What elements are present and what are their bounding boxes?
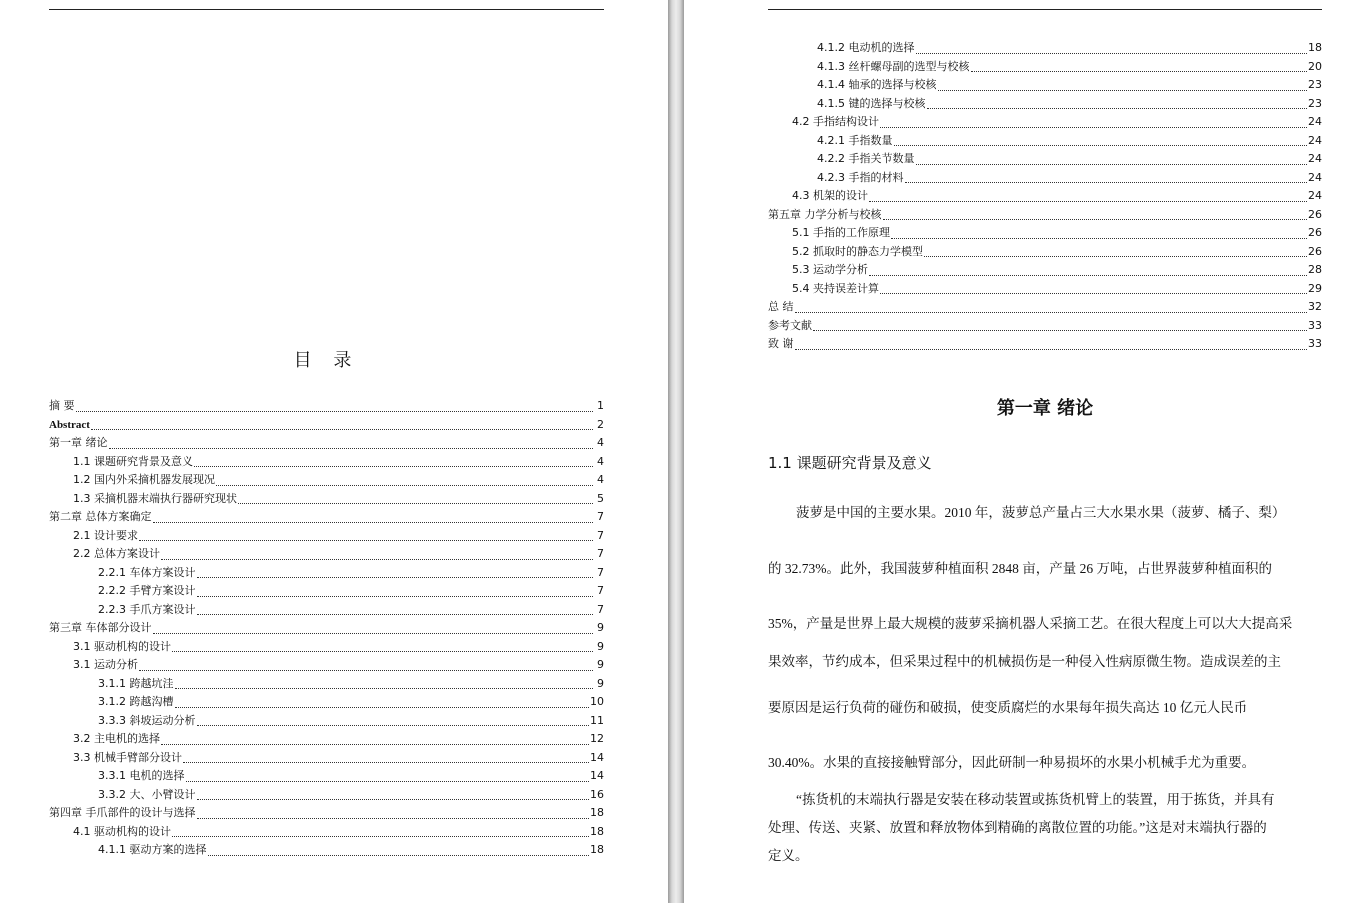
toc-dot-leader: [197, 724, 590, 726]
toc-entry-page-number: 18: [590, 843, 604, 856]
toc-dot-leader: [924, 255, 1307, 257]
toc-entry-title: 3.1 驱动机构的设计: [73, 639, 171, 653]
document-page-left: [0, 0, 668, 903]
toc-dot-leader: [894, 144, 1308, 146]
body-text-line: 处理、传送、夹紧、放置和释放物体到精确的离散位置的功能。”这是对末端执行器的: [768, 820, 1267, 835]
toc-dot-leader: [109, 447, 594, 449]
toc-dot-leader: [197, 595, 594, 597]
toc-entry-title: 5.4 夹持误差计算: [792, 281, 879, 295]
toc-dot-leader: [172, 650, 593, 652]
toc-dot-leader: [161, 558, 593, 560]
section-title: 1.1 课题研究背景及意义: [768, 454, 932, 472]
toc-entry-page-number: 26: [1308, 226, 1322, 239]
toc-entry[interactable]: [49, 527, 604, 546]
toc-entry-page-number: 7: [597, 510, 604, 523]
toc-entry-title: 2.2.3 手爪方案设计: [98, 602, 196, 616]
toc-dot-leader: [971, 70, 1308, 72]
toc-entry[interactable]: [768, 76, 1322, 95]
toc-dot-leader: [795, 348, 1308, 350]
toc-entry-title: 4.2.1 手指数量: [817, 133, 893, 147]
toc-dot-leader: [795, 311, 1308, 313]
toc-entry-title: 3.3.3 斜坡运动分析: [98, 713, 196, 727]
toc-entry-title: 4.1.2 电动机的选择: [817, 41, 915, 54]
toc-entry-title: 3.2 主电机的选择: [73, 732, 160, 745]
toc-entry-page-number: 7: [597, 565, 604, 579]
toc-entry-page-number: 4: [597, 473, 604, 486]
toc-dot-leader: [153, 521, 594, 523]
toc-entry[interactable]: [768, 280, 1322, 299]
toc-entry-title: 2.2.1 车体方案设计: [98, 565, 196, 579]
toc-entry-page-number: 1: [597, 399, 604, 412]
toc-entry-title: 致 谢: [768, 337, 794, 350]
toc-entry[interactable]: [49, 434, 604, 453]
toc-entry-page-number: 5: [597, 491, 604, 505]
header-rule: [768, 9, 1322, 10]
toc-entry[interactable]: [49, 582, 604, 601]
toc-entry[interactable]: [49, 804, 604, 823]
toc-entry-title: 摘 要: [49, 399, 75, 412]
toc-entry-title: 第二章 总体方案确定: [49, 510, 152, 523]
toc-entry-page-number: 11: [590, 713, 604, 727]
toc-entry[interactable]: [49, 453, 604, 472]
toc-dot-leader: [905, 181, 1308, 183]
toc-entry-title: 总 结: [768, 300, 794, 313]
toc-dot-leader: [880, 126, 1307, 128]
toc-entry[interactable]: [49, 675, 604, 694]
toc-dot-leader: [175, 687, 594, 689]
toc-entry[interactable]: [768, 169, 1322, 188]
toc-entry[interactable]: [768, 113, 1322, 132]
toc-dot-leader: [216, 484, 593, 486]
chapter-title: 第一章 绪论: [996, 398, 1094, 419]
toc-entry-title: 3.3 机械手臂部分设计: [73, 750, 182, 764]
toc-dot-leader: [161, 743, 589, 745]
toc-dot-leader: [938, 89, 1308, 91]
toc-entry[interactable]: [49, 416, 604, 435]
toc-entry-page-number: 29: [1308, 281, 1322, 295]
table-of-contents: [49, 397, 604, 860]
toc-entry-title: 4.3 机架的设计: [792, 189, 868, 202]
toc-dot-leader: [186, 780, 590, 782]
toc-entry-page-number: 4: [597, 454, 604, 468]
toc-entry-page-number: 9: [597, 621, 604, 634]
toc-entry[interactable]: [49, 767, 604, 786]
toc-entry-page-number: 23: [1308, 78, 1322, 91]
toc-entry[interactable]: [768, 58, 1322, 77]
body-text-line: 菠萝是中国的主要水果。2010 年，菠萝总产量占三大水果水果（菠萝、橘子、梨）: [796, 505, 1286, 520]
toc-entry-title: 3.1.1 跨越坑洼: [98, 676, 174, 690]
toc-entry[interactable]: [49, 471, 604, 490]
toc-entry-title: 参考文献: [768, 318, 812, 332]
toc-dot-leader: [891, 237, 1307, 239]
toc-entry[interactable]: [49, 508, 604, 527]
header-rule: [49, 9, 604, 10]
toc-entry[interactable]: [768, 132, 1322, 151]
toc-entry[interactable]: [49, 545, 604, 564]
toc-dot-leader: [139, 669, 593, 671]
toc-entry-title: 5.3 运动学分析: [792, 263, 868, 276]
toc-entry-title: 2.1 设计要求: [73, 528, 138, 542]
toc-dot-leader: [197, 576, 594, 578]
toc-entry-title: Abstract: [49, 418, 90, 431]
toc-dot-leader: [76, 410, 594, 412]
toc-entry-title: 5.2 抓取时的静态力学模型: [792, 244, 923, 258]
toc-dot-leader: [194, 465, 593, 467]
toc-entry-page-number: 9: [597, 639, 604, 653]
toc-entry-page-number: 18: [590, 824, 604, 838]
toc-entry-title: 1.3 采摘机器末端执行器研究现状: [73, 491, 237, 505]
toc-dot-leader: [197, 798, 590, 800]
toc-entry-page-number: 9: [597, 658, 604, 671]
toc-entry-page-number: 24: [1308, 189, 1322, 202]
toc-entry-title: 4.1 驱动机构的设计: [73, 824, 171, 838]
toc-dot-leader: [869, 200, 1307, 202]
toc-entry[interactable]: [768, 39, 1322, 58]
toc-entry-page-number: 24: [1308, 170, 1322, 184]
page-gutter: [668, 0, 684, 903]
toc-entry[interactable]: [768, 206, 1322, 225]
toc-dot-leader: [238, 502, 593, 504]
toc-dot-leader: [813, 329, 1307, 331]
toc-dot-leader: [197, 817, 590, 819]
toc-entry-title: 4.1.3 丝杆螺母副的选型与校核: [817, 59, 970, 73]
body-text-line: 35%，产量是世界上最大规模的菠萝采摘机器人采摘工艺。在很大程度上可以大大提高采: [768, 616, 1293, 631]
body-text-line: 30.40%。水果的直接接触臂部分，因此研制一种易损坏的水果小机械手尤为重要。: [768, 755, 1256, 770]
toc-dot-leader: [927, 107, 1308, 109]
toc-entry[interactable]: [49, 693, 604, 712]
toc-dot-leader: [139, 539, 593, 541]
body-text-line: 要原因是运行负荷的碰伤和破损，使变质腐烂的水果每年损失高达 10 亿元人民币: [768, 700, 1248, 715]
toc-entry-title: 3.1 运动分析: [73, 658, 138, 671]
toc-dot-leader: [883, 218, 1308, 220]
toc-entry[interactable]: [49, 786, 604, 805]
toc-entry[interactable]: [49, 564, 604, 583]
toc-entry-title: 2.2 总体方案设计: [73, 547, 160, 560]
toc-dot-leader: [208, 854, 590, 856]
toc-entry[interactable]: [768, 95, 1322, 114]
toc-entry-title: 第三章 车体部分设计: [49, 621, 152, 634]
toc-entry-page-number: 33: [1308, 318, 1322, 332]
toc-entry-page-number: 14: [590, 769, 604, 782]
toc-dot-leader: [183, 761, 589, 763]
toc-entry[interactable]: [49, 712, 604, 731]
toc-entry-title: 4.2.3 手指的材料: [817, 170, 904, 184]
toc-entry-page-number: 23: [1308, 96, 1322, 110]
toc-entry-page-number: 18: [1308, 41, 1322, 54]
toc-entry[interactable]: [768, 298, 1322, 317]
toc-entry[interactable]: [49, 619, 604, 638]
toc-entry-page-number: 7: [597, 528, 604, 542]
toc-entry-title: 第五章 力学分析与校核: [768, 207, 882, 221]
toc-entry[interactable]: [49, 656, 604, 675]
toc-entry-page-number: 32: [1308, 300, 1322, 313]
toc-entry-page-number: 12: [590, 732, 604, 745]
toc-entry-title: 3.3.2 大、小臂设计: [98, 787, 196, 801]
toc-entry-page-number: 14: [590, 750, 604, 764]
toc-entry[interactable]: [49, 749, 604, 768]
toc-entry-page-number: 7: [597, 547, 604, 560]
toc-entry-page-number: 33: [1308, 337, 1322, 350]
body-text-line: 的 32.73%。此外，我国菠萝种植面积 2848 亩，产量 26 万吨，占世界菠萝种植面积的: [768, 561, 1272, 576]
toc-entry[interactable]: [768, 243, 1322, 262]
toc-entry[interactable]: [768, 335, 1322, 354]
toc-entry[interactable]: [49, 638, 604, 657]
toc-dot-leader: [197, 613, 594, 615]
toc-entry-page-number: 24: [1308, 152, 1322, 165]
toc-dot-leader: [916, 163, 1308, 165]
toc-entry-title: 4.1.4 轴承的选择与校核: [817, 78, 937, 91]
toc-entry-title: 5.1 手指的工作原理: [792, 226, 890, 239]
body-text-line: 定义。: [768, 848, 809, 863]
toc-entry-title: 第一章 绪论: [49, 436, 108, 449]
toc-entry-page-number: 18: [590, 806, 604, 819]
toc-entry-title: 4.2 手指结构设计: [792, 115, 879, 128]
toc-entry-page-number: 26: [1308, 207, 1322, 221]
toc-dot-leader: [916, 52, 1308, 54]
toc-entry[interactable]: [49, 490, 604, 509]
toc-entry-title: 3.1.2 跨越沟槽: [98, 695, 174, 708]
toc-entry-page-number: 28: [1308, 263, 1322, 276]
toc-entry[interactable]: [768, 150, 1322, 169]
document-page-right: [684, 0, 1356, 903]
toc-title: 目 录: [293, 350, 360, 371]
toc-dot-leader: [153, 632, 594, 634]
toc-dot-leader: [880, 292, 1307, 294]
toc-entry-page-number: 24: [1308, 115, 1322, 128]
table-of-contents-continued: [768, 39, 1322, 354]
toc-entry-page-number: 16: [590, 787, 604, 801]
body-text-line: 果效率，节约成本，但采果过程中的机械损伤是一种侵入性病原微生物。造成误差的主: [768, 654, 1281, 669]
toc-entry-title: 2.2.2 手臂方案设计: [98, 584, 196, 597]
toc-entry-page-number: 10: [590, 695, 604, 708]
toc-entry-title: 1.2 国内外采摘机器发展现况: [73, 473, 215, 486]
toc-entry[interactable]: [768, 261, 1322, 280]
toc-entry-page-number: 9: [597, 676, 604, 690]
toc-entry[interactable]: [49, 730, 604, 749]
toc-dot-leader: [91, 428, 593, 430]
toc-dot-leader: [869, 274, 1307, 276]
toc-entry-title: 1.1 课题研究背景及意义: [73, 454, 193, 468]
toc-entry-page-number: 20: [1308, 59, 1322, 73]
toc-entry-title: 3.3.1 电机的选择: [98, 769, 185, 782]
toc-entry[interactable]: [768, 317, 1322, 336]
toc-entry-page-number: 26: [1308, 244, 1322, 258]
toc-entry-title: 第四章 手爪部件的设计与选择: [49, 806, 196, 819]
toc-entry[interactable]: [768, 187, 1322, 206]
toc-entry-page-number: 4: [597, 436, 604, 449]
toc-entry-title: 4.1.5 键的选择与校核: [817, 96, 926, 110]
toc-dot-leader: [172, 835, 589, 837]
toc-entry[interactable]: [49, 841, 604, 860]
body-text-line: “拣货机的末端执行器是安装在移动装置或拣货机臂上的装置，用于拣货，并具有: [796, 792, 1275, 807]
toc-entry[interactable]: [49, 823, 604, 842]
toc-entry[interactable]: [49, 397, 604, 416]
toc-dot-leader: [175, 706, 590, 708]
toc-entry-page-number: 24: [1308, 133, 1322, 147]
toc-entry-title: 4.2.2 手指关节数量: [817, 152, 915, 165]
toc-entry-page-number: 7: [597, 602, 604, 616]
toc-entry[interactable]: [768, 224, 1322, 243]
toc-entry-title: 4.1.1 驱动方案的选择: [98, 843, 207, 856]
toc-entry-page-number: 2: [597, 417, 604, 431]
toc-entry-page-number: 7: [597, 584, 604, 597]
toc-entry[interactable]: [49, 601, 604, 620]
